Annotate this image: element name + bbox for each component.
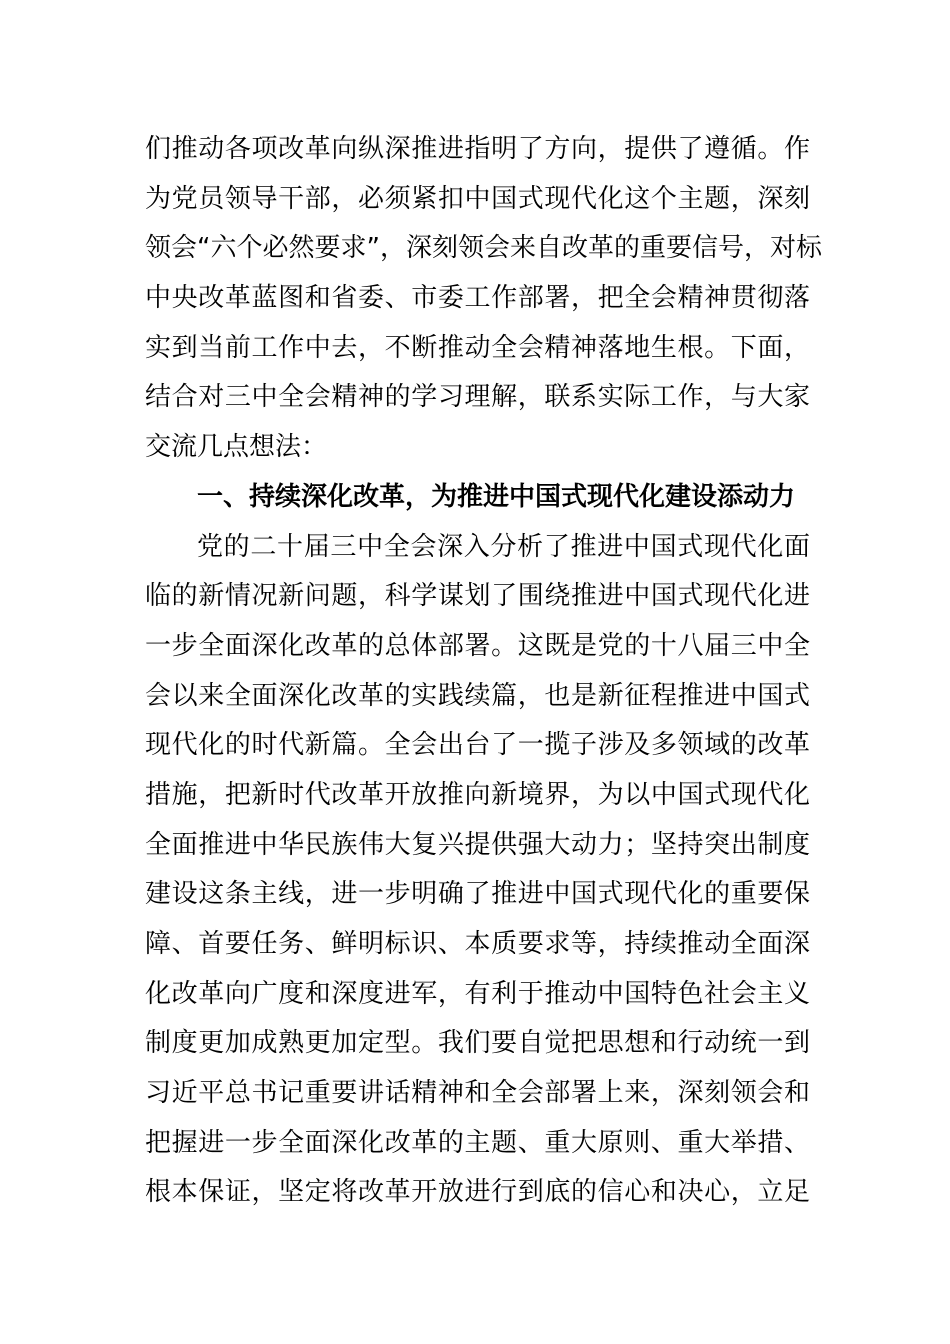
body-text <box>145 125 822 1218</box>
paragraph-1-line: 交流几点想法： <box>145 432 328 463</box>
paragraph-2-line: 临的新情况新问题，科学谋划了围绕推进中国式现代化进 <box>145 581 810 612</box>
paragraph-2-line: 全面推进中华民族伟大复兴提供强大动力；坚持突出制度 <box>145 829 810 860</box>
paragraph-2-line: 障、首要任务、鲜明标识、本质要求等，持续推动全面深 <box>145 929 810 959</box>
paragraph-2-line: 党的二十届三中全会深入分析了推进中国式现代化面 <box>197 531 810 562</box>
paragraph-1-line: 中央改革蓝图和省委、市委工作部署，把全会精神贯彻落 <box>145 283 810 314</box>
paragraph-2-line: 制度更加成熟更加定型。我们要自觉把思想和行动统一到 <box>145 1028 810 1059</box>
paragraph-2-line: 措施，把新时代改革开放推向新境界，为以中国式现代化 <box>145 779 810 810</box>
paragraph-2-line: 会以来全面深化改革的实践续篇，也是新征程推进中国式 <box>145 680 810 711</box>
paragraph-1-line: 结合对三中全会精神的学习理解，联系实际工作，与大家 <box>145 382 810 413</box>
paragraph-2-line: 建设这条主线，进一步明确了推进中国式现代化的重要保 <box>145 879 810 910</box>
paragraph-2-line: 习近平总书记重要讲话精神和全会部署上来，深刻领会和 <box>145 1078 810 1109</box>
paragraph-1-line: 们推动各项改革向纵深推进指明了方向，提供了遵循。作 <box>145 134 810 164</box>
paragraph-1-line: 为党员领导干部，必须紧扣中国式现代化这个主题，深刻 <box>145 183 810 214</box>
paragraph-2-line: 现代化的时代新篇。全会出台了一揽子涉及多领域的改革 <box>145 730 810 761</box>
paragraph-1-line: 领会“六个必然要求”，深刻领会来自改革的重要信号，对标 <box>145 233 822 264</box>
paragraph-2-line: 化改革向广度和深度进军，有利于推动中国特色社会主义 <box>145 978 810 1009</box>
paragraph-2-line: 根本保证，坚定将改革开放进行到底的信心和决心，立足 <box>145 1177 810 1208</box>
paragraph-2-line: 一步全面深化改革的总体部署。这既是党的十八届三中全 <box>145 630 810 661</box>
paragraph-2-line: 把握进一步全面深化改革的主题、重大原则、重大举措、 <box>145 1127 810 1158</box>
paragraph-1-line: 实到当前工作中去，不断推动全会精神落地生根。下面， <box>145 332 810 363</box>
section-heading: 一、持续深化改革，为推进中国式现代化建设添动力 <box>197 481 796 512</box>
